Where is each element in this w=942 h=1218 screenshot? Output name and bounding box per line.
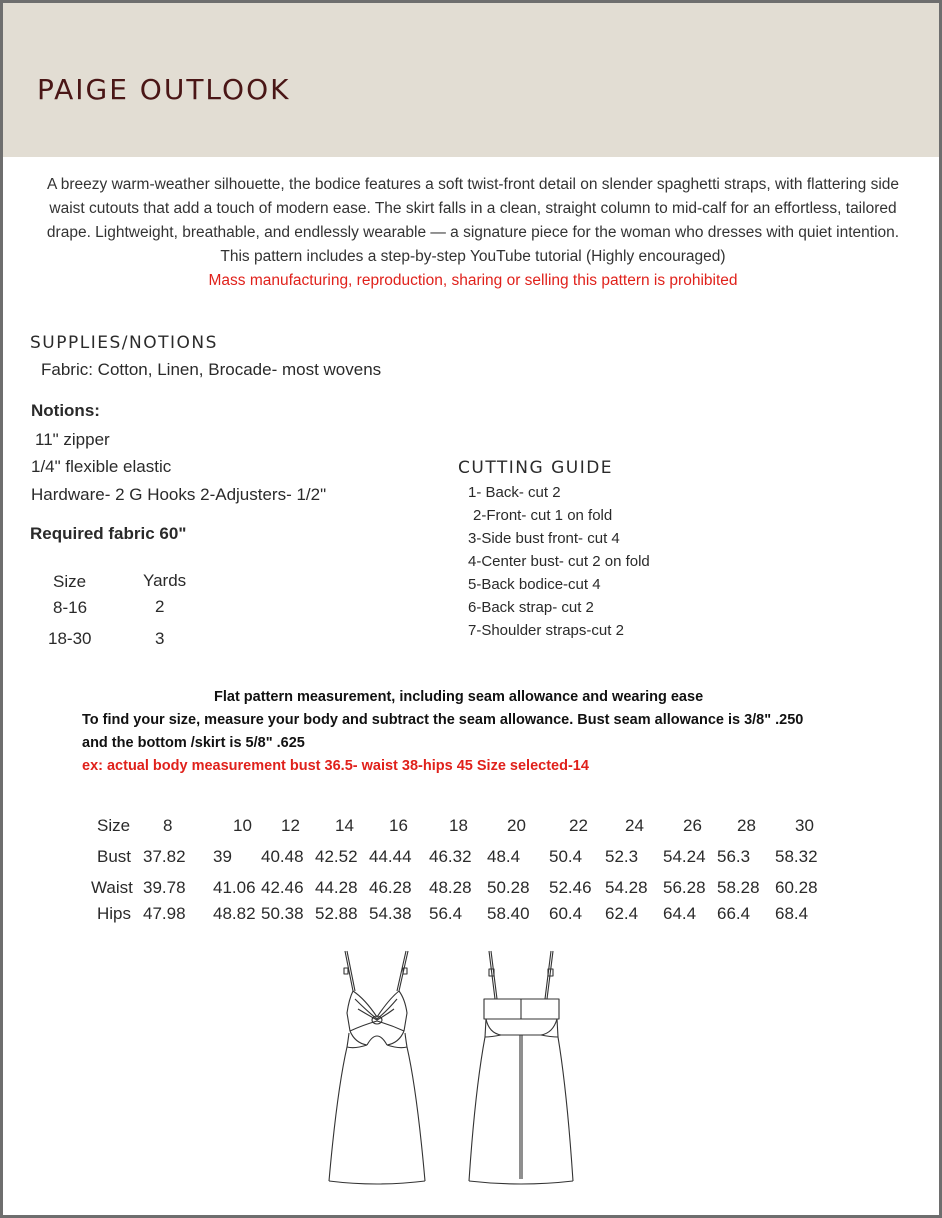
waist-cell: 58.28 [717, 878, 760, 897]
supplies-heading: SUPPLIES/NOTIONS [30, 333, 218, 353]
bust-cell: 52.3 [605, 847, 639, 866]
cutting-item: 7-Shoulder straps-cut 2 [468, 622, 624, 639]
pattern-title: PAIGE OUTLOOK [37, 73, 291, 106]
hips-cell: 47.98 [143, 904, 186, 923]
bust-cell: 46.32 [429, 847, 472, 866]
waist-cell: 44.28 [315, 878, 358, 897]
cutting-guide-heading: CUTTING GUIDE [458, 458, 614, 478]
notion-item: 1/4" flexible elastic [31, 457, 172, 476]
hips-cell: 58.40 [487, 904, 530, 923]
cutting-item: 1- Back- cut 2 [468, 484, 561, 501]
waist-cell: 52.46 [549, 878, 592, 897]
bust-cell: 56.3 [717, 847, 751, 866]
bust-cell: 39 [213, 847, 232, 866]
hips-cell: 64.4 [663, 904, 697, 923]
yardage-size: 8-16 [53, 598, 88, 617]
hips-cell: 60.4 [549, 904, 583, 923]
hips-cell: 56.4 [429, 904, 463, 923]
waist-cell: 41.06 [213, 878, 256, 897]
yardage-header: Size [53, 572, 87, 591]
header-band [3, 3, 939, 157]
bust-cell: 44.44 [369, 847, 412, 866]
bust-cell: 40.48 [261, 847, 304, 866]
waist-cell: 50.28 [487, 878, 530, 897]
hips-cell: 66.4 [717, 904, 751, 923]
waist-cell: 42.46 [261, 878, 304, 897]
fabric-line: Fabric: Cotton, Linen, Brocade- most wovens [41, 360, 382, 379]
size-chart-header: 22 [569, 816, 588, 835]
waist-cell: 48.28 [429, 878, 472, 897]
yardage-yards: 2 [155, 597, 165, 616]
size-chart-header: 26 [683, 816, 702, 835]
copyright-warning: Mass manufacturing, reproduction, sharing or selling this pattern is prohibited [208, 272, 738, 289]
size-chart-row-label: Bust [97, 847, 132, 866]
pattern-page [3, 3, 939, 1215]
required-fabric-heading: Required fabric 60" [30, 524, 187, 543]
bust-cell: 58.32 [775, 847, 818, 866]
cutting-item: 2-Front- cut 1 on fold [473, 507, 613, 524]
hips-cell: 68.4 [775, 904, 809, 923]
size-chart-row-label: Hips [97, 904, 132, 923]
flat-measure-instructions-2: and the bottom /skirt is 5/8" .625 [82, 735, 305, 751]
notion-item: Hardware- 2 G Hooks 2-Adjusters- 1/2" [31, 485, 327, 504]
waist-cell: 60.28 [775, 878, 818, 897]
tutorial-note: This pattern includes a step-by-step YouTube tutorial (Highly encouraged) [220, 248, 726, 265]
cutting-item: 5-Back bodice-cut 4 [468, 576, 601, 593]
hips-cell: 54.38 [369, 904, 412, 923]
waist-cell: 39.78 [143, 878, 186, 897]
hips-cell: 62.4 [605, 904, 639, 923]
bust-cell: 42.52 [315, 847, 358, 866]
bust-cell: 54.24 [663, 847, 706, 866]
bust-cell: 50.4 [549, 847, 583, 866]
yardage-yards: 3 [155, 629, 165, 648]
flat-measure-title: Flat pattern measurement, including seam allowance and wearing ease [214, 689, 704, 705]
size-chart-header: 8 [163, 816, 173, 835]
cutting-item: 4-Center bust- cut 2 on fold [468, 553, 650, 570]
waist-cell: 54.28 [605, 878, 648, 897]
size-chart-header: 12 [281, 816, 300, 835]
hips-cell: 52.88 [315, 904, 358, 923]
flat-measure-instructions: To find your size, measure your body and subtract the seam allowance. Bust seam allowance is 3/8" .250 [82, 712, 804, 728]
dress-technical-drawing [283, 941, 613, 1203]
cutting-item: 6-Back strap- cut 2 [468, 599, 594, 616]
size-example: ex: actual body measurement bust 36.5- waist 38-hips 45 Size selected-14 [82, 758, 589, 774]
description [33, 173, 913, 293]
size-chart-row-label: Size [97, 816, 131, 835]
size-chart-header: 28 [737, 816, 756, 835]
bust-cell: 37.82 [143, 847, 186, 866]
size-chart-header: 30 [795, 816, 814, 835]
size-chart-header: 16 [389, 816, 408, 835]
description-body: A breezy warm-weather silhouette, the bodice features a soft twist-front detail on slender spaghetti straps, with flattering side waist cutouts that add a touch of modern ease. The skirt falls in a clean, straight column to mid-calf for an effortless, tailored drape. Lightweight, breathable, and endlessly wearable — a signature piece for the woman who dresses with quiet intention. [46, 176, 900, 241]
bust-cell: 48.4 [487, 847, 521, 866]
waist-cell: 46.28 [369, 878, 412, 897]
size-chart-header: 10 [233, 816, 252, 835]
cutting-item: 3-Side bust front- cut 4 [468, 530, 620, 547]
hips-cell: 50.38 [261, 904, 304, 923]
size-chart-header: 14 [335, 816, 354, 835]
notions-heading: Notions: [31, 401, 100, 420]
size-chart-header: 24 [625, 816, 644, 835]
waist-cell: 56.28 [663, 878, 706, 897]
notion-item: 11" zipper [35, 430, 110, 449]
size-chart-row-label: Waist [91, 878, 133, 897]
yardage-header: Yards [143, 571, 187, 590]
yardage-size: 18-30 [48, 629, 92, 648]
size-chart-header: 18 [449, 816, 468, 835]
size-chart-header: 20 [507, 816, 526, 835]
hips-cell: 48.82 [213, 904, 256, 923]
